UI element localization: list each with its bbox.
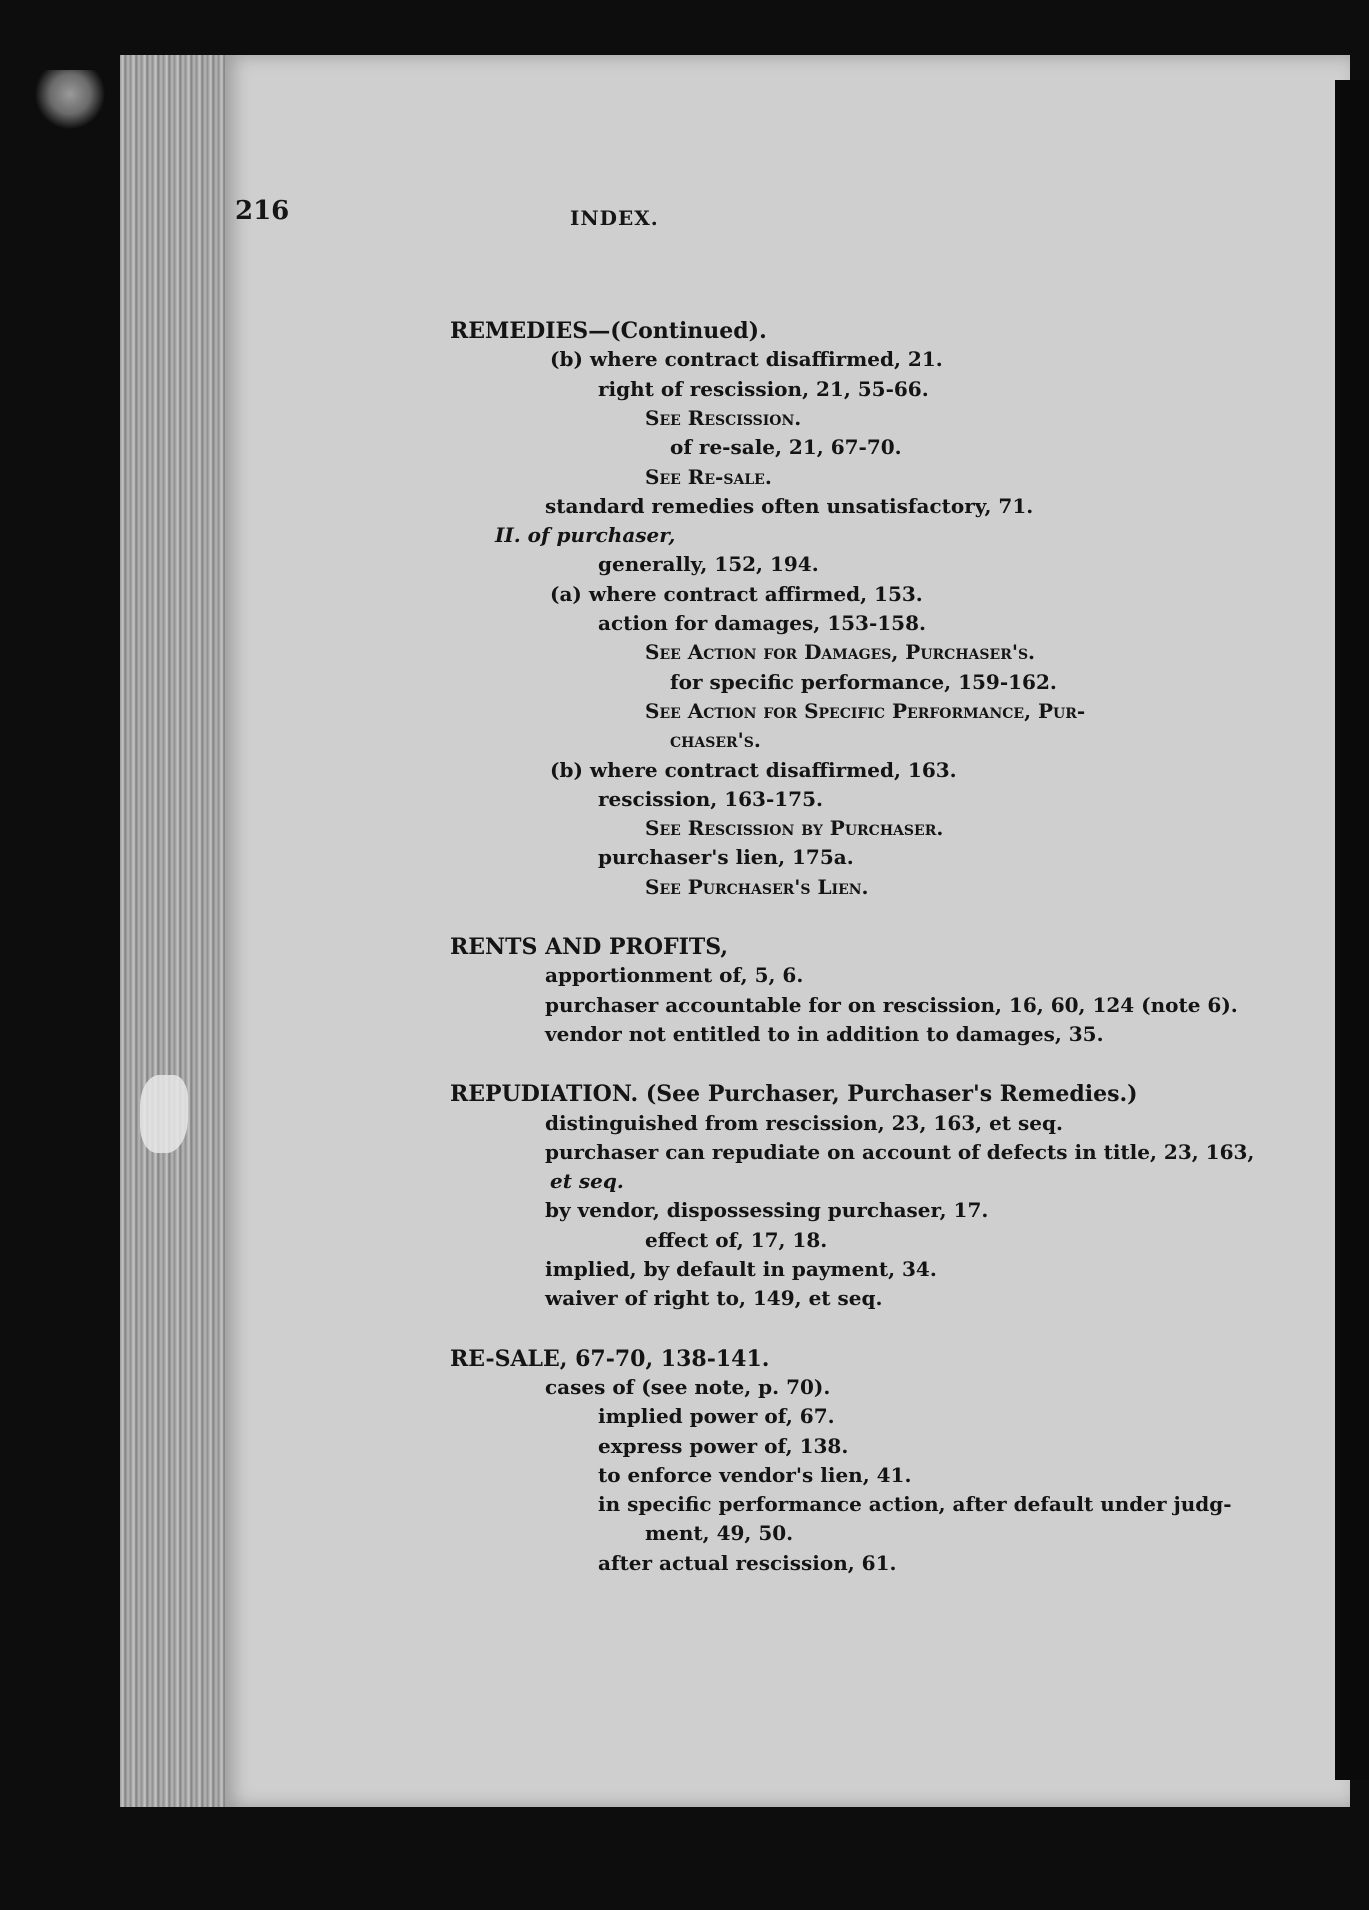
- index-entry: generally, 152, 194.: [598, 552, 819, 577]
- index-entry: rescission, 163-175.: [598, 786, 823, 811]
- index-entry: See Purchaser's Lien.: [645, 874, 869, 899]
- index-entry: in specific performance action, after default under judg-: [598, 1492, 1232, 1517]
- index-entry: ment, 49, 50.: [645, 1521, 794, 1546]
- page-number: 216: [235, 196, 290, 226]
- index-entry: to enforce vendor's lien, 41.: [598, 1462, 912, 1487]
- index-heading: RE-SALE, 67-70, 138-141.: [450, 1345, 770, 1372]
- index-entry: distinguished from rescission, 23, 163, et seq.: [545, 1110, 1063, 1135]
- index-entry: for specific performance, 159-162.: [670, 669, 1057, 694]
- index-entry: See Action for Damages, Purchaser's.: [645, 640, 1036, 665]
- index-entry: purchaser can repudiate on account of defects in title, 23, 163,: [545, 1139, 1255, 1164]
- index-entry: implied, by default in payment, 34.: [545, 1257, 937, 1281]
- index-entry: (b) where contract disaffirmed, 163.: [550, 757, 957, 782]
- index-entry: II. of purchaser,: [495, 523, 676, 548]
- index-entry: by vendor, dispossessing purchaser, 17.: [545, 1198, 989, 1223]
- index-entry: right of rescission, 21, 55-66.: [598, 376, 929, 401]
- index-entry: purchaser accountable for on rescission, 16, 60, 124 (note 6).: [545, 992, 1238, 1017]
- index-entry: purchaser's lien, 175a.: [598, 845, 854, 870]
- index-entry: cases of (see note, p. 70).: [545, 1374, 831, 1399]
- index-entry: See Rescission.: [645, 405, 802, 430]
- index-entry: See Rescission by Purchaser.: [645, 816, 944, 841]
- index-heading: REPUDIATION. (See Purchaser, Purchaser's Remedies.): [450, 1081, 1138, 1108]
- running-head: INDEX.: [570, 206, 659, 230]
- index-heading: REMEDIES—(Continued).: [450, 318, 767, 344]
- index-entry: et seq.: [550, 1169, 624, 1194]
- index-entry: (a) where contract affirmed, 153.: [550, 581, 923, 606]
- index-entry: See Action for Specific Performance, Pur-: [645, 698, 1086, 723]
- index-entry: (b) where contract disaffirmed, 21.: [550, 347, 943, 372]
- index-entry: standard remedies often unsatisfactory, 71.: [545, 493, 1034, 518]
- index-entry: of re-sale, 21, 67-70.: [670, 435, 902, 460]
- index-entry: waiver of right to, 149, et seq.: [545, 1286, 883, 1311]
- index-heading: RENTS AND PROFITS,: [450, 934, 729, 960]
- index-entry: express power of, 138.: [598, 1433, 849, 1458]
- index-entry: apportionment of, 5, 6.: [545, 963, 804, 988]
- index-entry: vendor not entitled to in addition to damages, 35.: [545, 1021, 1104, 1046]
- index-entry: effect of, 17, 18.: [645, 1227, 828, 1252]
- index-entry: after actual rescission, 61.: [598, 1550, 897, 1575]
- index-entry: See Re-sale.: [645, 464, 772, 489]
- index-entry: implied power of, 67.: [598, 1404, 835, 1429]
- index-entry: action for damages, 153-158.: [598, 611, 926, 635]
- index-entry: chaser's.: [670, 728, 761, 753]
